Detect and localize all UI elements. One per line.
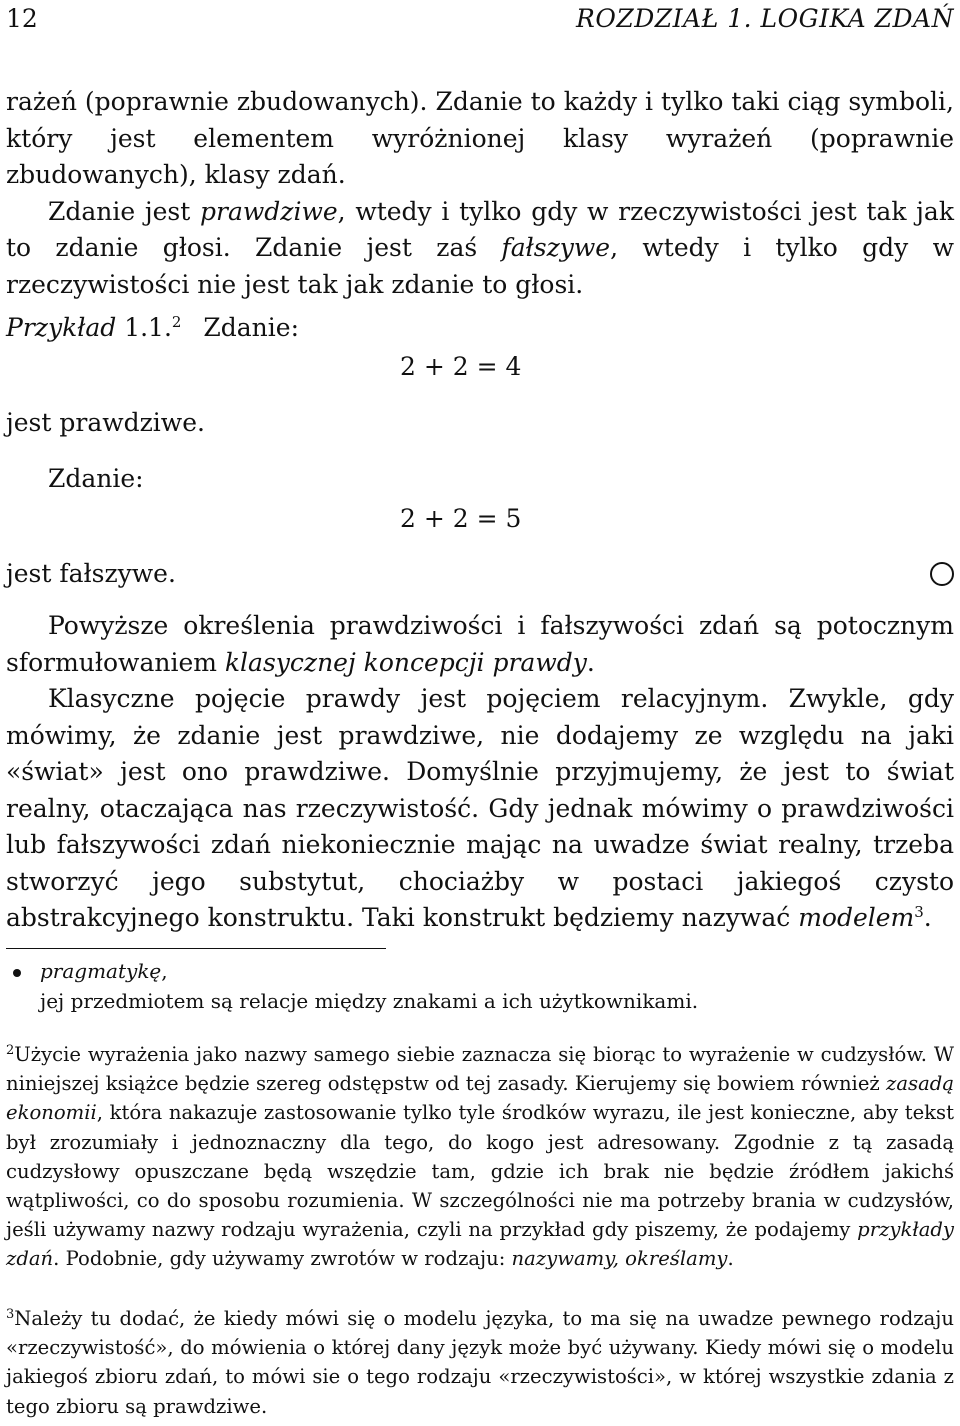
text-span: . Podobnie, gdy używamy zwrotów w rodzaju: — [53, 1247, 512, 1271]
bullet-term: pragmatykę — [40, 959, 162, 983]
text-span: Klasyczne pojęcie prawdy jest pojęciem relacyjnym. Zwykle, gdy mówimy, że zdanie jest prawdziwe, nie dodajemy ze względu na jaki «świat» jest ono prawdziwe. Domyślnie przyjmujemy, że jest to świat realny, otaczająca nas rzeczywistość. Gdy jednak mówimy o prawdziwości lub fałszywości zdań niekoniecznie mając na uwadze świat realny, trzeba stworzyć jego substytut, chociażby w postaci jakiegoś czysto abstrakcyjnego konstruktu. Taki konstrukt będziemy nazywać — [6, 684, 954, 932]
text-span: . — [923, 903, 932, 932]
emphasis-false: fałszywe — [501, 233, 611, 262]
emphasis-true: prawdziwe — [200, 196, 338, 226]
page-number: 12 — [6, 4, 38, 33]
text-span: Powyższe określenia prawdziwości i fałszywości zdań są potocznym sformułowaniem — [6, 611, 954, 677]
footnote-2 — [6, 1040, 954, 1274]
end-of-example-icon — [930, 562, 954, 586]
text-span: , — [161, 959, 168, 983]
footnote-mark: 2 — [171, 313, 182, 331]
text-span: . — [586, 647, 595, 677]
bullet-icon — [13, 969, 21, 977]
example-block — [6, 84, 954, 588]
text-span: Użycie wyrażenia jako nazwy samego siebie zaznacza się biorąc to wyrażenie w cudzysłów. W niniejszej książce będzie szereg odstępstw od tej zasady. Kierujemy się bowiem również — [6, 1043, 954, 1096]
emphasis-model: modelem — [798, 903, 915, 932]
result-true: jest prawdziwe. — [6, 408, 205, 437]
emphasis-examples: przykłady zdań — [6, 1218, 954, 1271]
intro-paragraph: rażeń (poprawnie zbudowanych). Zdanie to każdy i tylko taki ciąg symboli, który jest elementem wyróżnionej klasy wyrażeń (poprawnie zbudowanych), klasy zdań. — [6, 87, 954, 189]
footnote-number: 3 — [6, 1307, 15, 1322]
example-label — [6, 313, 299, 342]
footnote-rule — [6, 948, 386, 949]
chapter-title: ROZDZIAŁ 1. LOGIKA ZDAŃ — [576, 4, 954, 33]
text-span: Zdanie jest — [48, 196, 201, 226]
equation-false: 2 + 2 = 5 — [400, 504, 522, 533]
example-intro: Zdanie: — [203, 313, 299, 342]
emphasis-phrases: nazywamy, określamy — [511, 1247, 728, 1271]
bullet-item — [40, 956, 950, 1016]
example-1-1 — [6, 84, 954, 588]
example-intro-2: Zdanie: — [48, 464, 144, 493]
text-span: Należy tu dodać, że kiedy mówi się o modelu języka, to ma się na uwadze pewnego rodzaju «rzeczywistość», do mówienia o której dany język może być używany. Kiedy mówi się o modelu jakiegoś zbioru zdań, to mówi sie o tego rodzaju «rzeczywistości», w której wszystkie zdania z tego zbioru są prawdziwe. — [6, 1307, 954, 1418]
classical-paragraph-2 — [6, 681, 954, 937]
footnote-mark: 3 — [914, 903, 924, 921]
bullet-description: jej przedmiotem są relacje między znakami a ich użytkownikami. — [40, 989, 699, 1013]
emphasis-classical: klasycznej koncepcji prawdy — [224, 647, 587, 677]
text-span: . — [727, 1247, 734, 1271]
footnote-number: 2 — [6, 1043, 15, 1058]
text-span: , wtedy i tylko gdy w rzeczywistości nie jest tak jak zdanie to głosi. — [6, 233, 954, 299]
example-word: Przykład — [6, 313, 117, 342]
footnote-3 — [6, 1304, 954, 1421]
equation-true: 2 + 2 = 4 — [400, 352, 522, 381]
example-number: 1.1. — [124, 313, 172, 342]
running-header — [6, 4, 954, 40]
text-span: , wtedy i tylko gdy w rzeczywistości jest tak jak to zdanie głosi. Zdanie jest zaś — [6, 196, 954, 262]
classical-paragraph-1 — [6, 608, 954, 681]
result-false: jest fałszywe. — [6, 559, 176, 588]
classical-section — [6, 608, 954, 937]
text-span: , która nakazuje zastosowanie tylko tyle środków wyrazu, ile jest konieczne, aby tekst był zrozumiały i jednoznaczny dla tego, do kogo jest adresowany. Zgodnie z tą zasadą cudzysłowy opuszczane będą wszędzie tam, gdzie ich brak nie będzie źródłem jakichś wątpliwości, co do sposobu rozumienia. W szczególności nie ma potrzeby brania w cudzysłów, jeśli używamy nazwy rodzaju wyrażenia, czyli na przykład gdy piszemy, że podajemy — [6, 1101, 954, 1242]
emphasis-economy: zasadą ekonomii — [6, 1072, 954, 1125]
